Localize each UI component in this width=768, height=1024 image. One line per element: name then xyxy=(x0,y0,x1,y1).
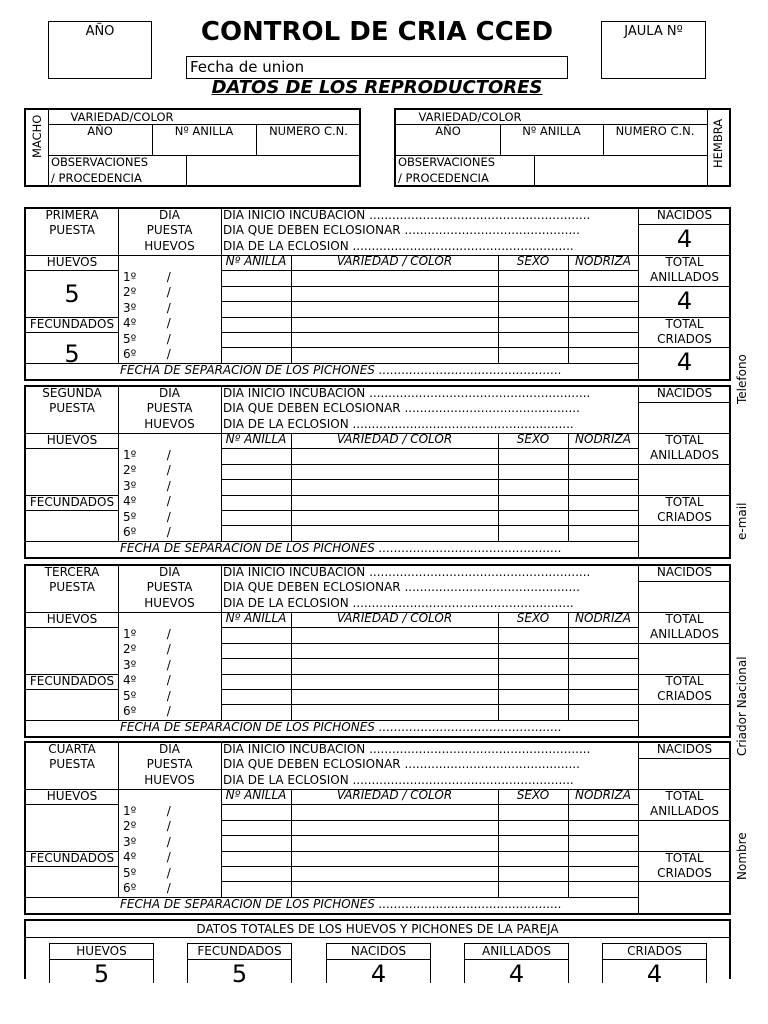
male-cn-label: NUMERO C.N. xyxy=(269,124,348,138)
eggs-day-label: HUEVOS xyxy=(144,773,195,787)
egg-row-label: 2º / xyxy=(123,819,171,834)
total-item-label: FECUNDADOS xyxy=(197,944,282,958)
phone-label: Telefono xyxy=(735,354,749,404)
egg-row-label: 6º / xyxy=(123,347,171,361)
col-ring: Nº ANILLA xyxy=(225,254,287,268)
egg-row-label: 3º / xyxy=(123,300,171,315)
female-side-label: HEMBRA xyxy=(711,118,725,168)
fertile-label: FECUNDADOS xyxy=(29,495,115,509)
total-label: TOTAL xyxy=(665,789,704,803)
female-year-label: AÑO xyxy=(435,124,461,138)
col-ring: Nº ANILLA xyxy=(225,788,287,802)
laying-label: PUESTA xyxy=(49,223,95,237)
laying-section xyxy=(24,741,731,915)
male-box xyxy=(24,108,361,187)
ringed-label: ANILLADOS xyxy=(650,804,719,818)
egg-row-label: 3º / xyxy=(123,478,171,493)
email-label: e-mail xyxy=(735,502,749,540)
laying-label: PUESTA xyxy=(49,580,95,594)
eggs-day-label: HUEVOS xyxy=(144,239,195,253)
egg-row-label: 1º / xyxy=(123,448,171,462)
expected-hatch[interactable]: DIA QUE DEBEN ECLOSIONAR .............................................. xyxy=(223,580,580,594)
laying-day-label: PUESTA xyxy=(146,580,193,594)
female-obs-label: OBSERVACIONES xyxy=(398,155,496,169)
total-label: TOTAL xyxy=(665,674,704,688)
raised-value[interactable]: 4 xyxy=(676,348,693,376)
separation-date[interactable]: FECHA DE SEPARACION DE LOS PICHONES ................................................ xyxy=(120,720,562,734)
hatched-label: NACIDOS xyxy=(656,386,713,400)
total-label: TOTAL xyxy=(665,612,704,626)
fertile-label: FECUNDADOS xyxy=(29,851,115,865)
totals-box xyxy=(24,919,731,988)
laying-name: TERCERA xyxy=(44,565,100,579)
eggs-day-label: HUEVOS xyxy=(144,596,195,610)
col-sex: SEXO xyxy=(516,432,550,446)
laying-section xyxy=(24,207,731,381)
hatched-value[interactable]: 4 xyxy=(676,225,693,253)
female-cn-label: NUMERO C.N. xyxy=(615,124,695,138)
expected-hatch[interactable]: DIA QUE DEBEN ECLOSIONAR .............................................. xyxy=(223,223,580,237)
laying-label: PUESTA xyxy=(49,401,95,415)
col-sex: SEXO xyxy=(516,788,550,802)
egg-row-label: 3º / xyxy=(123,834,171,849)
separation-date[interactable]: FECHA DE SEPARACION DE LOS PICHONES ................................................ xyxy=(120,897,562,911)
ringed-label: ANILLADOS xyxy=(650,448,719,462)
hatch-day[interactable]: DIA DE LA ECLOSION .......................................................... xyxy=(223,239,574,253)
egg-row-label: 2º / xyxy=(123,285,171,300)
egg-row-label: 4º / xyxy=(123,673,171,688)
hatch-day[interactable]: DIA DE LA ECLOSION .......................................................... xyxy=(223,596,574,610)
total-label: TOTAL xyxy=(665,255,704,269)
col-variety: VARIEDAD / COLOR xyxy=(336,254,453,268)
year-label: AÑO xyxy=(85,24,115,39)
col-sex: SEXO xyxy=(516,611,550,625)
ringed-value[interactable]: 4 xyxy=(676,287,693,315)
total-item-value: 4 xyxy=(370,960,387,988)
egg-row-label: 5º / xyxy=(123,688,171,703)
male-year-label: AÑO xyxy=(87,124,113,138)
total-item-label: CRIADOS xyxy=(627,944,682,958)
incubation-start[interactable]: DIA INICIO INCUBACION .......................................................... xyxy=(223,208,591,222)
name-label: Nombre xyxy=(735,832,749,880)
laying-day-label: PUESTA xyxy=(146,223,193,237)
incubation-start[interactable]: DIA INICIO INCUBACION .......................................................... xyxy=(223,565,591,579)
total-box[interactable] xyxy=(326,943,431,988)
section-subtitle: DATOS DE LOS REPRODUCTORES xyxy=(211,77,543,98)
total-label: TOTAL xyxy=(665,317,704,331)
expected-hatch[interactable]: DIA QUE DEBEN ECLOSIONAR .............................................. xyxy=(223,757,580,771)
hatched-label: NACIDOS xyxy=(656,565,713,579)
day-label: DIA xyxy=(159,386,180,400)
total-label: TOTAL xyxy=(665,851,704,865)
eggs-label: HUEVOS xyxy=(46,612,98,626)
male-variety-label: VARIEDAD/COLOR xyxy=(70,110,174,124)
incubation-start[interactable]: DIA INICIO INCUBACION .......................................................... xyxy=(223,386,591,400)
fertile-label: FECUNDADOS xyxy=(29,674,115,688)
col-variety: VARIEDAD / COLOR xyxy=(336,611,453,625)
day-label: DIA xyxy=(159,208,180,222)
hatched-label: NACIDOS xyxy=(656,742,713,756)
total-label: TOTAL xyxy=(665,433,704,447)
total-item-value: 5 xyxy=(231,960,248,988)
eggs-label: HUEVOS xyxy=(46,789,98,803)
male-ring-label: Nº ANILLA xyxy=(174,124,234,138)
day-label: DIA xyxy=(159,565,180,579)
female-ring-label: Nº ANILLA xyxy=(522,124,581,138)
col-nurse: NODRIZA xyxy=(575,611,631,625)
egg-row-label: 3º / xyxy=(123,657,171,672)
laying-day-label: PUESTA xyxy=(146,757,193,771)
col-nurse: NODRIZA xyxy=(575,788,631,802)
hatch-day[interactable]: DIA DE LA ECLOSION .......................................................... xyxy=(223,417,574,431)
ringed-label: ANILLADOS xyxy=(650,270,719,284)
raised-label: CRIADOS xyxy=(657,332,712,346)
col-sex: SEXO xyxy=(516,254,550,268)
female-variety-label: VARIEDAD/COLOR xyxy=(418,110,522,124)
hatch-day[interactable]: DIA DE LA ECLOSION .......................................................... xyxy=(223,773,574,787)
egg-row-label: 1º / xyxy=(123,804,171,818)
total-item-value: 5 xyxy=(93,960,110,988)
col-ring: Nº ANILLA xyxy=(225,611,287,625)
col-nurse: NODRIZA xyxy=(575,254,631,268)
egg-row-label: 4º / xyxy=(123,850,171,865)
total-item-value: 4 xyxy=(646,960,663,988)
egg-row-label: 6º / xyxy=(123,704,171,718)
total-box[interactable] xyxy=(464,943,569,988)
totals-title: DATOS TOTALES DE LOS HUEVOS Y PICHONES DE LA PAREJA xyxy=(196,922,559,936)
total-box[interactable] xyxy=(602,943,707,988)
total-item-label: NACIDOS xyxy=(350,944,407,958)
total-box[interactable] xyxy=(187,943,292,988)
egg-row-label: 6º / xyxy=(123,525,171,539)
fertile-label: FECUNDADOS xyxy=(29,317,115,331)
col-nurse: NODRIZA xyxy=(575,432,631,446)
total-item-value: 4 xyxy=(508,960,525,988)
eggs-day-label: HUEVOS xyxy=(144,417,195,431)
cage-label: JAULA Nº xyxy=(624,24,683,39)
female-box xyxy=(394,108,731,187)
separation-date[interactable]: FECHA DE SEPARACION DE LOS PICHONES ................................................ xyxy=(120,363,562,377)
laying-section xyxy=(24,385,731,559)
raised-label: CRIADOS xyxy=(657,510,712,524)
union-date-label: Fecha de union xyxy=(190,58,305,76)
egg-row-label: 1º / xyxy=(123,270,171,284)
union-date-field[interactable] xyxy=(186,56,568,79)
ringed-label: ANILLADOS xyxy=(650,627,719,641)
male-origin-label: / PROCEDENCIA xyxy=(51,171,142,185)
incubation-start[interactable]: DIA INICIO INCUBACION .......................................................... xyxy=(223,742,591,756)
page-title: CONTROL DE CRIA CCED xyxy=(200,17,554,47)
egg-row-label: 1º / xyxy=(123,627,171,641)
cage-box[interactable] xyxy=(601,21,706,79)
total-label: TOTAL xyxy=(665,495,704,509)
egg-row-label: 2º / xyxy=(123,463,171,478)
egg-row-label: 4º / xyxy=(123,494,171,509)
year-box[interactable] xyxy=(48,21,152,79)
col-variety: VARIEDAD / COLOR xyxy=(336,432,453,446)
laying-name: PRIMERA xyxy=(45,208,99,222)
laying-section xyxy=(24,564,731,738)
egg-row-label: 5º / xyxy=(123,865,171,880)
egg-row-label: 2º / xyxy=(123,642,171,657)
eggs-value[interactable]: 5 xyxy=(64,280,80,308)
col-variety: VARIEDAD / COLOR xyxy=(336,788,453,802)
egg-row-label: 5º / xyxy=(123,509,171,524)
laying-name: SEGUNDA xyxy=(42,386,102,400)
col-ring: Nº ANILLA xyxy=(225,432,287,446)
laying-name: CUARTA xyxy=(48,742,96,756)
male-obs-label: OBSERVACIONES xyxy=(51,155,149,169)
fertile-value[interactable]: 5 xyxy=(64,340,80,368)
raised-label: CRIADOS xyxy=(657,689,712,703)
expected-hatch[interactable]: DIA QUE DEBEN ECLOSIONAR .............................................. xyxy=(223,401,580,415)
total-box[interactable] xyxy=(49,943,154,988)
female-origin-label: / PROCEDENCIA xyxy=(398,171,489,185)
total-item-label: ANILLADOS xyxy=(482,944,551,958)
laying-label: PUESTA xyxy=(49,757,95,771)
egg-row-label: 5º / xyxy=(123,331,171,346)
day-label: DIA xyxy=(159,742,180,756)
laying-day-label: PUESTA xyxy=(146,401,193,415)
eggs-label: HUEVOS xyxy=(46,255,98,269)
hatched-label: NACIDOS xyxy=(656,208,713,222)
raised-label: CRIADOS xyxy=(657,866,712,880)
total-item-label: HUEVOS xyxy=(76,944,127,958)
egg-row-label: 6º / xyxy=(123,881,171,895)
separation-date[interactable]: FECHA DE SEPARACION DE LOS PICHONES ................................................ xyxy=(120,541,562,555)
male-side-label: MACHO xyxy=(30,114,44,158)
breeder-label: Criador Nacional xyxy=(735,656,749,756)
egg-row-label: 4º / xyxy=(123,316,171,331)
eggs-label: HUEVOS xyxy=(46,433,98,447)
